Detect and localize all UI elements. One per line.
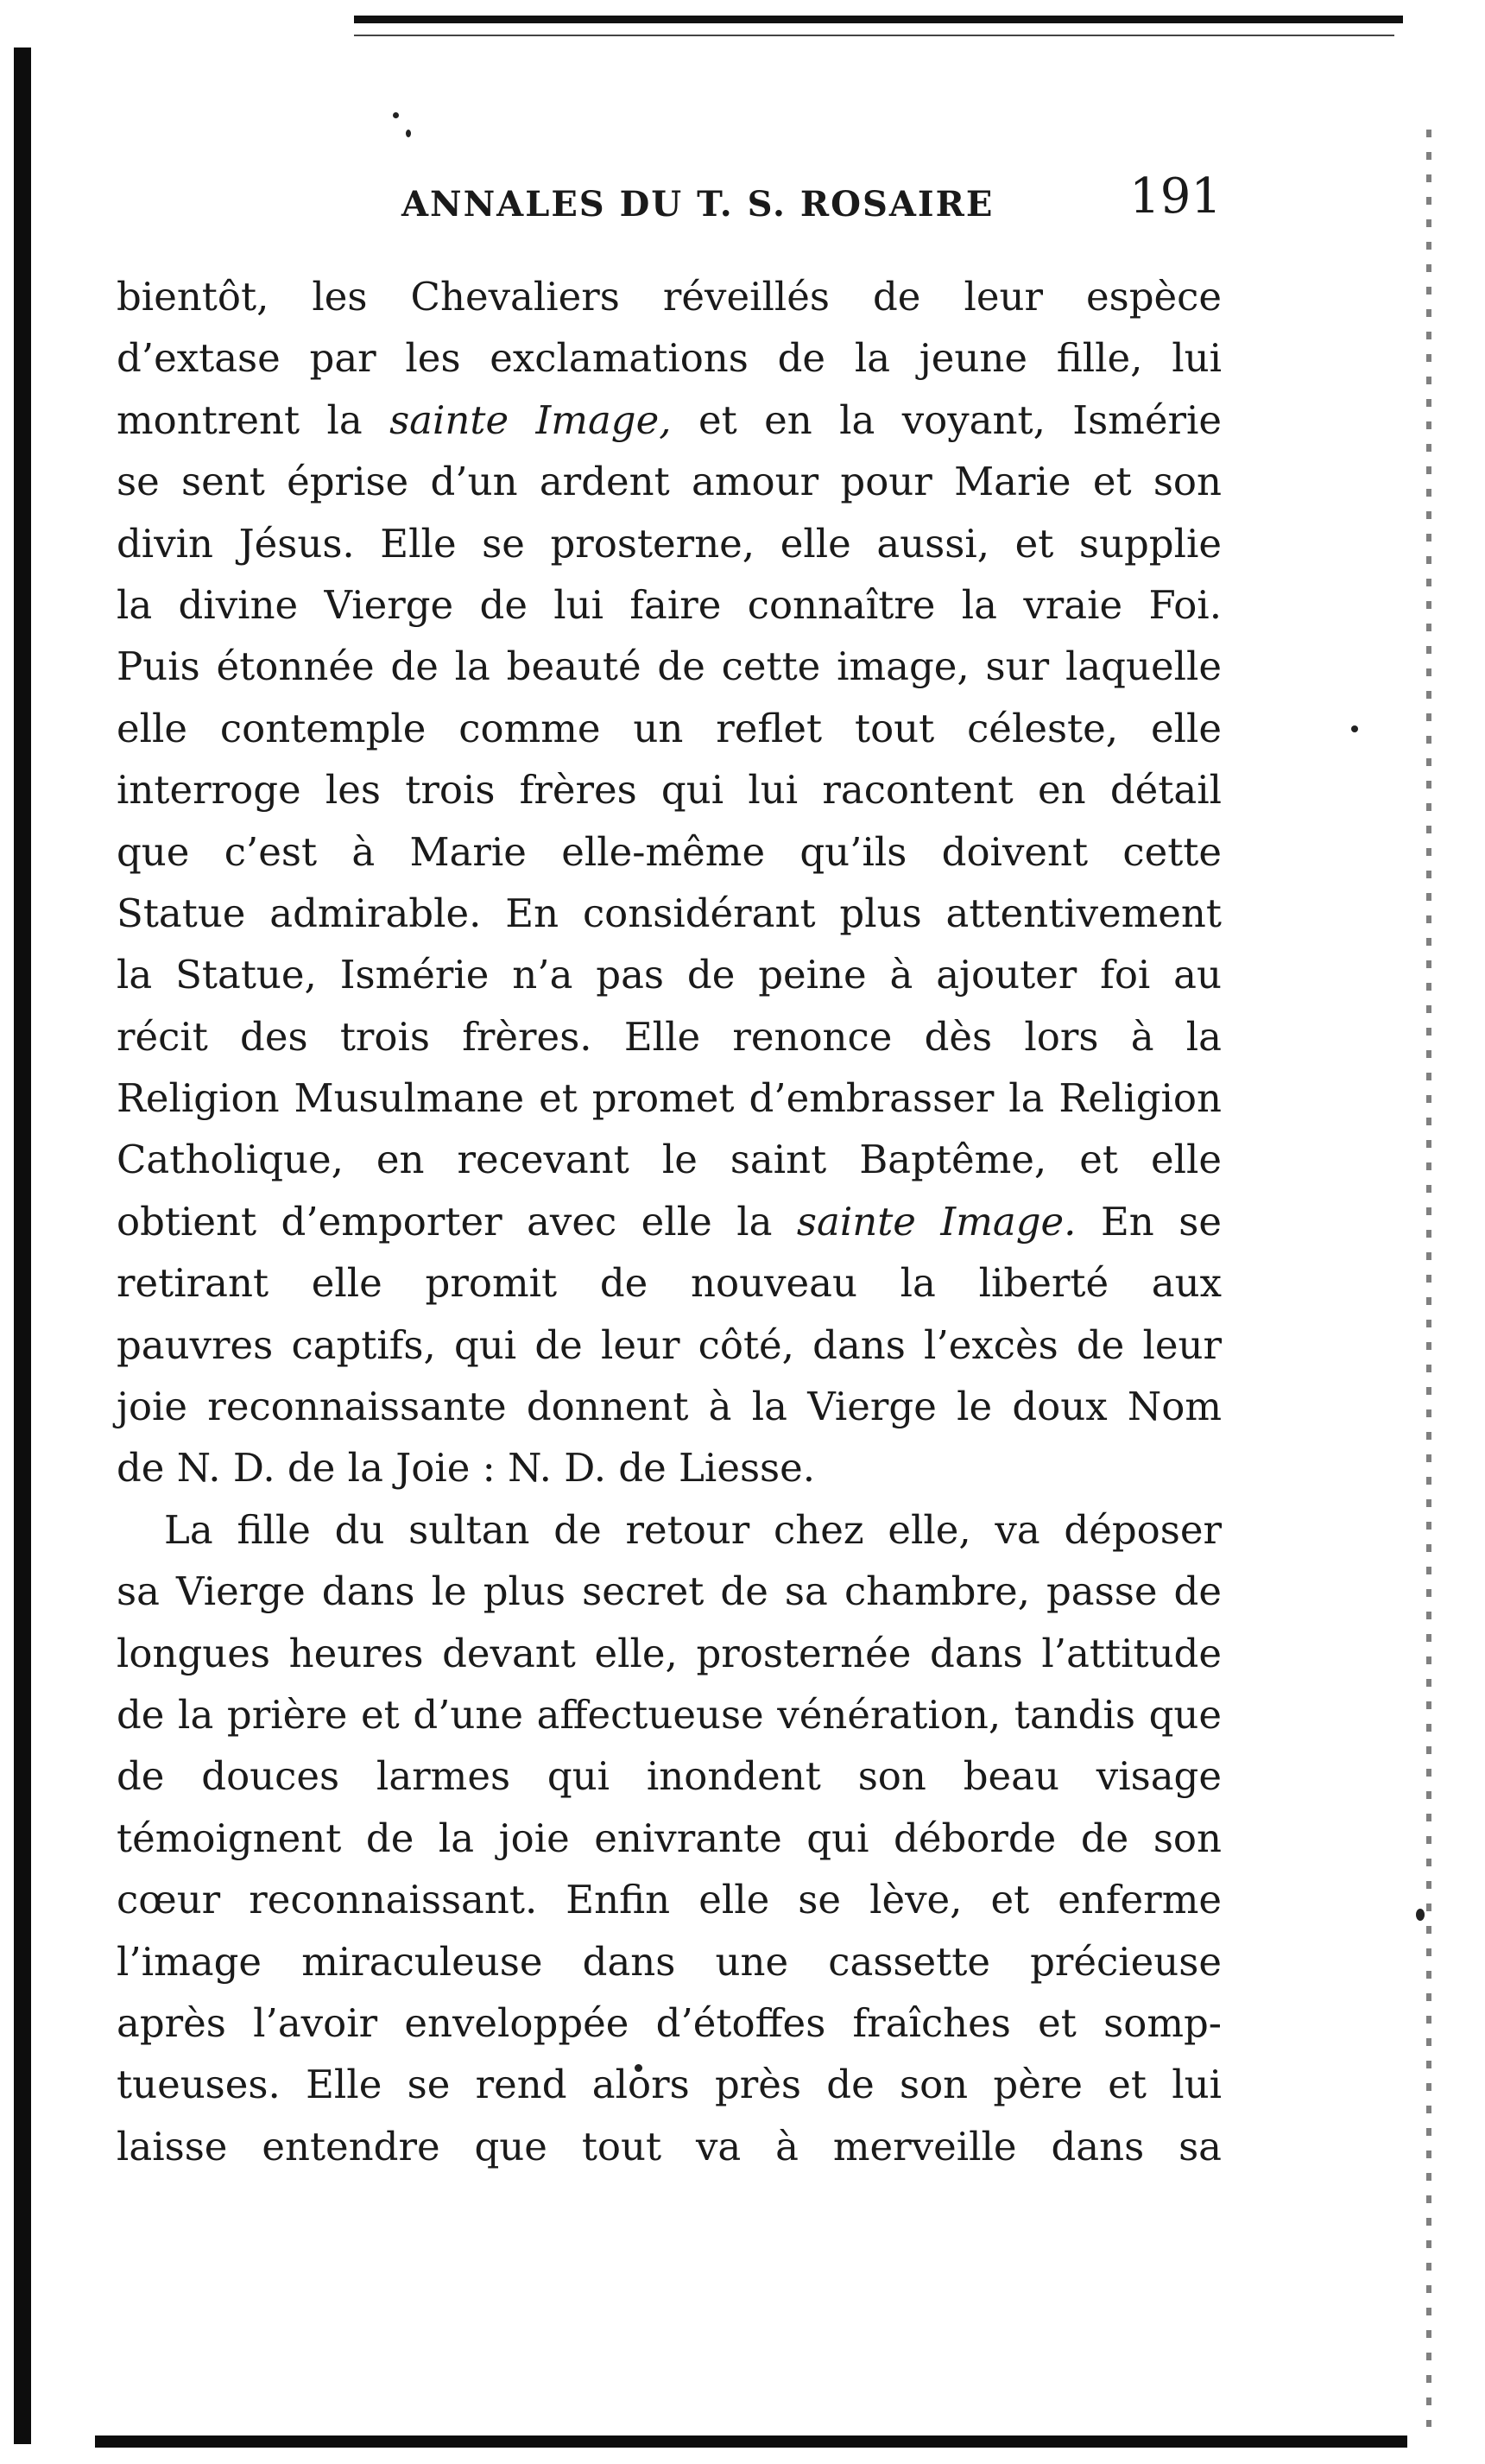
text-line: Statue admirable. En considérant plus attentivement [117, 890, 1222, 936]
text-line: que c’est à Marie elle-même qu’ils doivent cette [117, 828, 1222, 875]
text-line: se sent éprise d’un ardent amour pour Marie et son [117, 459, 1222, 505]
scan-speck [1416, 1909, 1425, 1921]
text-line: de la prière et d’une affectueuse vénération, tandis que [117, 1691, 1222, 1738]
running-header-title: ANNALES DU T. S. ROSAIRE [401, 184, 995, 225]
text-line: cœur reconnaissant. Enfin elle se lève, et enferme [117, 1877, 1222, 1923]
scan-border-left [14, 48, 31, 2444]
text-line: interroge les trois frères qui lui racontent en détail [117, 767, 1222, 814]
text-line: Religion Musulmane et promet d’embrasser la Religion [117, 1075, 1222, 1122]
scan-speck [393, 112, 399, 118]
text-line: après l’avoir enveloppée d’étoffes fraîches et somp- [117, 1999, 1222, 2046]
text-line: pauvres captifs, qui de leur côté, dans l’excès de leur [117, 1321, 1222, 1368]
running-header [117, 168, 1222, 246]
text-line: longues heures devant elle, prosternée dans l’attitude [117, 1630, 1222, 1676]
text-line: elle contemple comme un reflet tout céleste, elle [117, 705, 1222, 751]
text-line: tueuses. Elle se rend alors près de son père et lui [117, 2062, 1222, 2108]
scan-border-top [354, 16, 1403, 23]
text-line: témoignent de la joie enivrante qui déborde de son [117, 1815, 1222, 1861]
text-line: bientôt, les Chevaliers réveillés de leur espèce [117, 274, 1222, 320]
italic-phrase: sainte Image. [796, 1198, 1077, 1245]
text-line: Catholique, en recevant le saint Baptême, et elle [117, 1137, 1222, 1183]
italic-phrase: sainte Image, [389, 396, 672, 443]
text-line: joie reconnaissante donnent à la Vierge le doux Nom [117, 1384, 1222, 1430]
paragraph [117, 1499, 1222, 2177]
page-number: 191 [1129, 168, 1222, 225]
text-line: récit des trois frères. Elle renonce dès lors à la [117, 1013, 1222, 1060]
text-line: la Statue, Ismérie n’a pas de peine à ajouter foi au [117, 952, 1222, 998]
scan-border-top-thin [354, 35, 1394, 36]
text-line: montrent la sainte Image, et en la voyant, Ismérie [117, 396, 1222, 443]
scan-border-bottom [95, 2435, 1407, 2448]
text-line: laisse entendre que tout va à merveille dans sa [117, 2123, 1222, 2169]
text-line: Puis étonnée de la beauté de cette image, sur laquelle [117, 643, 1222, 690]
body-text [117, 266, 1222, 2177]
scan-speck [406, 130, 411, 137]
text-line: obtient d’emporter avec elle la sainte Image. En se [117, 1198, 1222, 1245]
text-line: sa Vierge dans le plus secret de sa chambre, passe de [117, 1568, 1222, 1615]
text-line: La fille du sultan de retour chez elle, va déposer [164, 1506, 1222, 1553]
text-line: l’image miraculeuse dans une cassette précieuse [117, 1938, 1222, 1985]
scan-border-right [1426, 130, 1431, 2427]
scan-speck [1351, 725, 1358, 732]
text-line: d’extase par les exclamations de la jeune fille, lui [117, 335, 1222, 382]
paragraph [117, 266, 1222, 1499]
text-line: divin Jésus. Elle se prosterne, elle aussi, et supplie [117, 520, 1222, 567]
text-line: de N. D. de la Joie : N. D. de Liesse. [117, 1445, 816, 1492]
text-line: de douces larmes qui inondent son beau visage [117, 1753, 1222, 1800]
text-line: la divine Vierge de lui faire connaître la vraie Foi. [117, 581, 1222, 628]
text-line: retirant elle promit de nouveau la liberté aux [117, 1260, 1222, 1307]
